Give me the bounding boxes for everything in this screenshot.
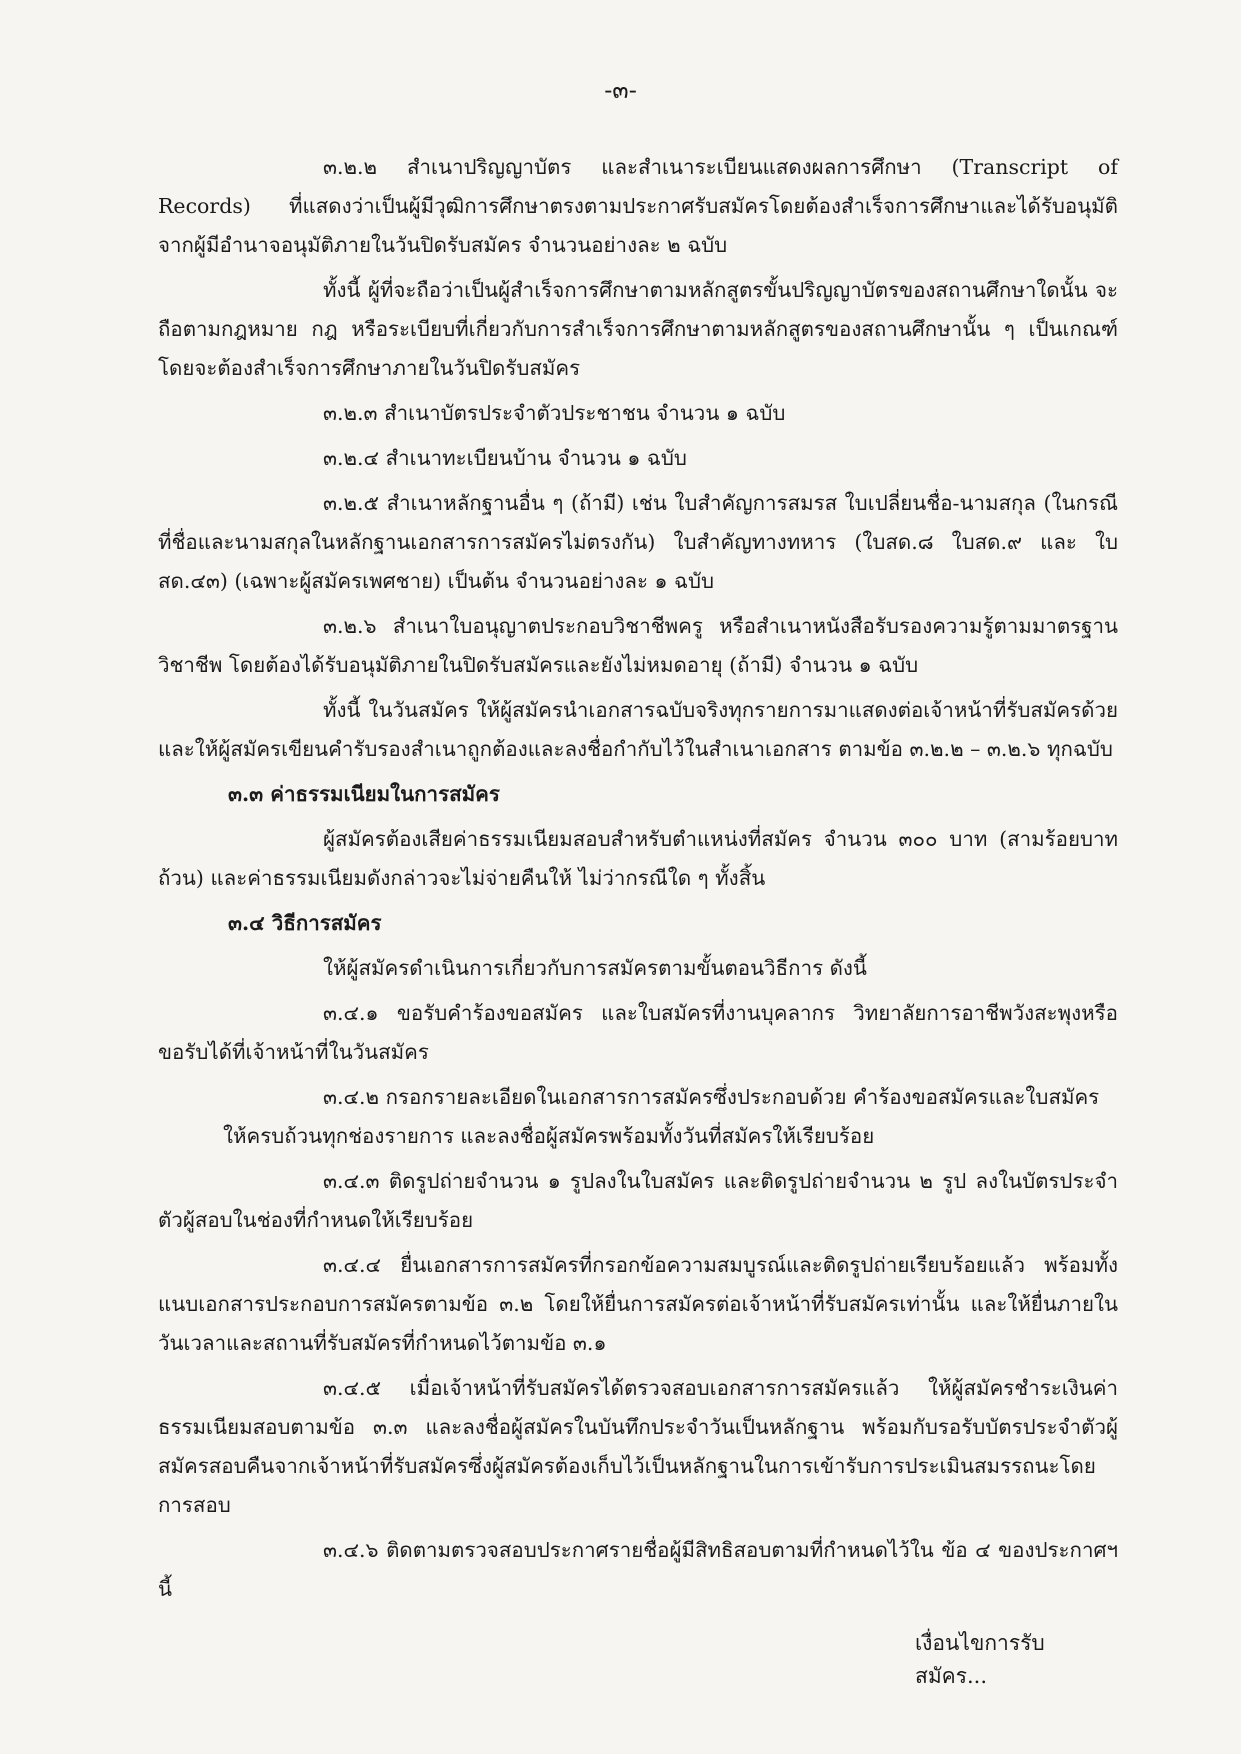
paragraph-3-2-5: ๓.๒.๕ สำเนาหลักฐานอื่น ๆ (ถ้ามี) เช่น ใบสำคัญการสมรส ใบเปลี่ยนชื่อ-นามสกุล (ในกรณีที่ชื่อและนามสกุลในหลักฐานเอกสารการสมัครไม่ตรงกัน) ใบสำคัญทางทหาร (ใบสด.๘ ใบสด.๙ และ ใบ สด.๔๓) (เฉพาะผู้สมัครเพศชาย) เป็นต้น จำนวนอย่างละ ๑ ฉบับ [158,491,1118,593]
continuation-note: เงื่อนไขการรับสมัคร... [915,1631,1045,1688]
paragraph-3-4-2-line1: ๓.๔.๒ กรอกรายละเอียดในเอกสารการสมัครซึ่งประกอบด้วย คำร้องขอสมัครและใบสมัคร [323,1085,1100,1109]
paragraph-3-4-3: ๓.๔.๓ ติดรูปถ่ายจำนวน ๑ รูปลงในใบสมัคร และติดรูปถ่ายจำนวน ๒ รูป ลงในบัตรประจำตัวผู้สอบในช่องที่กำหนดให้เรียบร้อย [158,1169,1118,1232]
paragraph-3-2-3: ๓.๒.๓ สำเนาบัตรประจำตัวประชาชน จำนวน ๑ ฉบับ [323,401,786,425]
paragraph-fee: ผู้สมัครต้องเสียค่าธรรมเนียมสอบสำหรับตำแหน่งที่สมัคร จำนวน ๓๐๐ บาท (สามร้อยบาทถ้วน) และค่าธรรมเนียมดังกล่าวจะไม่จ่ายคืนให้ ไม่ว่ากรณีใด ๆ ทั้งสิ้น [158,827,1118,890]
paragraph-original-documents-note: ทั้งนี้ ในวันสมัคร ให้ผู้สมัครนำเอกสารฉบับจริงทุกรายการมาแสดงต่อเจ้าหน้าที่รับสมัครด้วย และให้ผู้สมัครเขียนคำรับรองสำเนาถูกต้องและลงชื่อกำกับไว้ในสำเนาเอกสาร ตามข้อ ๓.๒.๒ – ๓.๒.๖ ทุกฉบับ [158,698,1118,761]
paragraph-3-4-5: ๓.๔.๕ เมื่อเจ้าหน้าที่รับสมัครได้ตรวจสอบเอกสารการสมัครแล้ว ให้ผู้สมัครชำระเงินค่าธรรมเนียมสอบตามข้อ ๓.๓ และลงชื่อผู้สมัครในบันทึกประจำวันเป็นหลักฐาน พร้อมกับรอรับบัตรประจำตัวผู้สมัครสอบคืนจากเจ้าหน้าที่รับสมัครซึ่งผู้สมัครต้องเก็บไว้เป็นหลักฐานในการเข้ารับการประเมินสมรรถนะโดยการสอบ [158,1376,1118,1517]
document-body [158,148,1118,1615]
paragraph-3-2-4: ๓.๒.๔ สำเนาทะเบียนบ้าน จำนวน ๑ ฉบับ [323,446,687,470]
paragraph-graduation-note: ทั้งนี้ ผู้ที่จะถือว่าเป็นผู้สำเร็จการศึกษาตามหลักสูตรขั้นปริญญาบัตรของสถานศึกษาใดนั้น จะถือตามกฎหมาย กฎ หรือระเบียบที่เกี่ยวกับการสำเร็จการศึกษาตามหลักสูตรของสถานศึกษานั้น ๆ เป็นเกณฑ์ โดยจะต้องสำเร็จการศึกษาภายในวันปิดรับสมัคร [158,278,1118,380]
paragraph-3-4-1: ๓.๔.๑ ขอรับคำร้องขอสมัคร และใบสมัครที่งานบุคลากร วิทยาลัยการอาชีพวังสะพุงหรือขอรับได้ที่เจ้าหน้าที่ในวันสมัคร [158,1001,1118,1064]
paragraph-3-4-6: ๓.๔.๖ ติดตามตรวจสอบประกาศรายชื่อผู้มีสิทธิสอบตามที่กำหนดไว้ใน ข้อ ๔ ของประกาศฯ นี้ [158,1538,1118,1601]
heading-3-4-method: ๓.๔ วิธีการสมัคร [228,911,382,935]
paragraph-3-4-2-line2: ให้ครบถ้วนทุกช่องรายการ และลงชื่อผู้สมัครพร้อมทั้งวันที่สมัครให้เรียบร้อย [223,1124,875,1148]
paragraph-3-2-6: ๓.๒.๖ สำเนาใบอนุญาตประกอบวิชาชีพครู หรือสำเนาหนังสือรับรองความรู้ตามมาตรฐานวิชาชีพ โดยต้องได้รับอนุมัติภายในปิดรับสมัครและยังไม่หมดอายุ (ถ้ามี) จำนวน ๑ ฉบับ [158,614,1118,677]
paragraph-3-2-2: ๓.๒.๒ สำเนาปริญญาบัตร และสำเนาระเบียนแสดงผลการศึกษา (Transcript of Records) ที่แสดงว่าเป็นผู้มีวุฒิการศึกษาตรงตามประกาศรับสมัครโดยต้องสำเร็จการศึกษาและได้รับอนุมัติจากผู้มีอำนาจอนุมัติภายในวันปิดรับสมัคร จำนวนอย่างละ ๒ ฉบับ [158,155,1118,257]
page-number: -๓- [604,76,637,104]
heading-3-3-fee: ๓.๓ ค่าธรรมเนียมในการสมัคร [228,782,500,806]
paragraph-3-4-4: ๓.๔.๔ ยื่นเอกสารการสมัครที่กรอกข้อความสมบูรณ์และติดรูปถ่ายเรียบร้อยแล้ว พร้อมทั้งแนบเอกสารประกอบการสมัครตามข้อ ๓.๒ โดยให้ยื่นการสมัครต่อเจ้าหน้าที่รับสมัครเท่านั้น และให้ยื่นภายในวันเวลาและสถานที่รับสมัครที่กำหนดไว้ตามข้อ ๓.๑ [158,1253,1118,1355]
paragraph-method-intro: ให้ผู้สมัครดำเนินการเกี่ยวกับการสมัครตามขั้นตอนวิธีการ ดังนี้ [323,956,867,980]
